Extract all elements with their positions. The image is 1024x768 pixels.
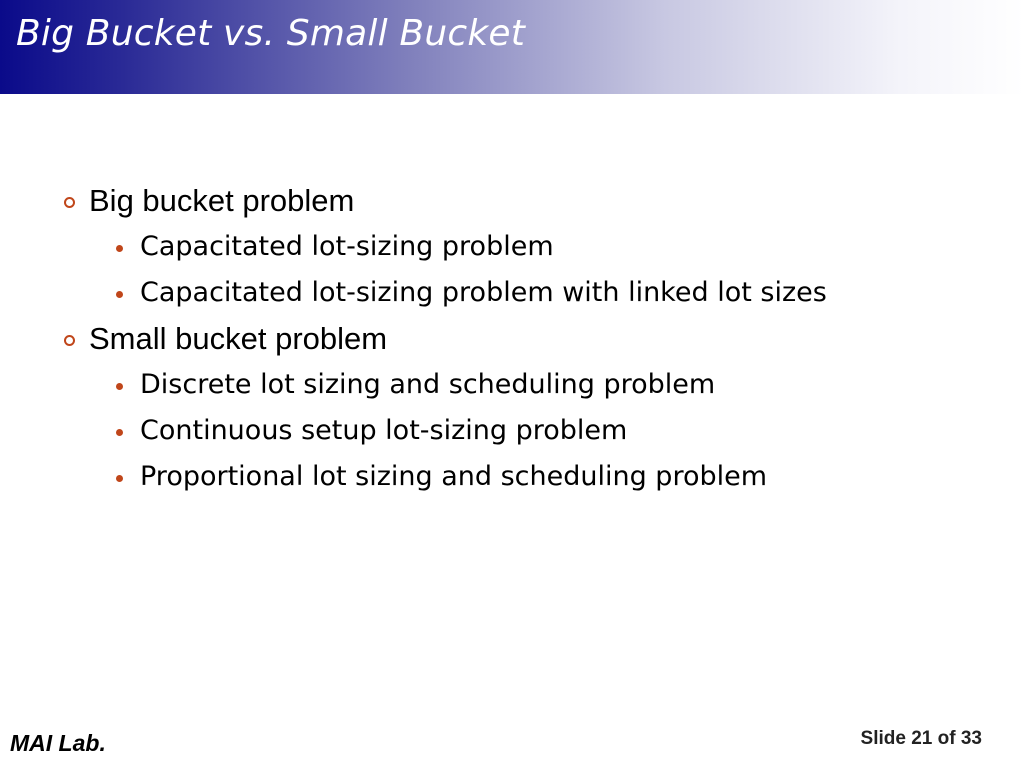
bullet-item-level2 <box>62 362 1002 408</box>
filled-dot-bullet-icon <box>116 383 123 390</box>
filled-dot-bullet-icon <box>116 429 123 436</box>
bullet-item-level1 <box>62 178 1002 224</box>
slide-content <box>62 178 1002 500</box>
hollow-circle-bullet-icon <box>64 197 75 208</box>
bullet-text: Discrete lot sizing and scheduling problem <box>140 369 716 400</box>
bullet-item-level2 <box>62 224 1002 270</box>
bullet-text: Capacitated lot-sizing problem with linked lot sizes <box>140 277 827 308</box>
bullet-text: Big bucket problem <box>89 183 355 218</box>
bullet-text: Capacitated lot-sizing problem <box>140 231 554 262</box>
bullet-text: Proportional lot sizing and scheduling problem <box>140 461 768 492</box>
bullet-item-level2 <box>62 408 1002 454</box>
slide-number: Slide 21 of 33 <box>860 728 982 749</box>
filled-dot-bullet-icon <box>116 291 123 298</box>
slide-title: Big Bucket vs. Small Bucket <box>16 13 526 54</box>
filled-dot-bullet-icon <box>116 245 123 252</box>
bullet-item-level2 <box>62 454 1002 500</box>
title-bar <box>0 0 1024 94</box>
bullet-item-level1 <box>62 316 1002 362</box>
bullet-item-level2 <box>62 270 1002 316</box>
filled-dot-bullet-icon <box>116 475 123 482</box>
bullet-text: Small bucket problem <box>89 321 388 356</box>
hollow-circle-bullet-icon <box>64 335 75 346</box>
footer-lab-name: MAI Lab. <box>10 730 106 756</box>
bullet-text: Continuous setup lot-sizing problem <box>140 415 628 446</box>
